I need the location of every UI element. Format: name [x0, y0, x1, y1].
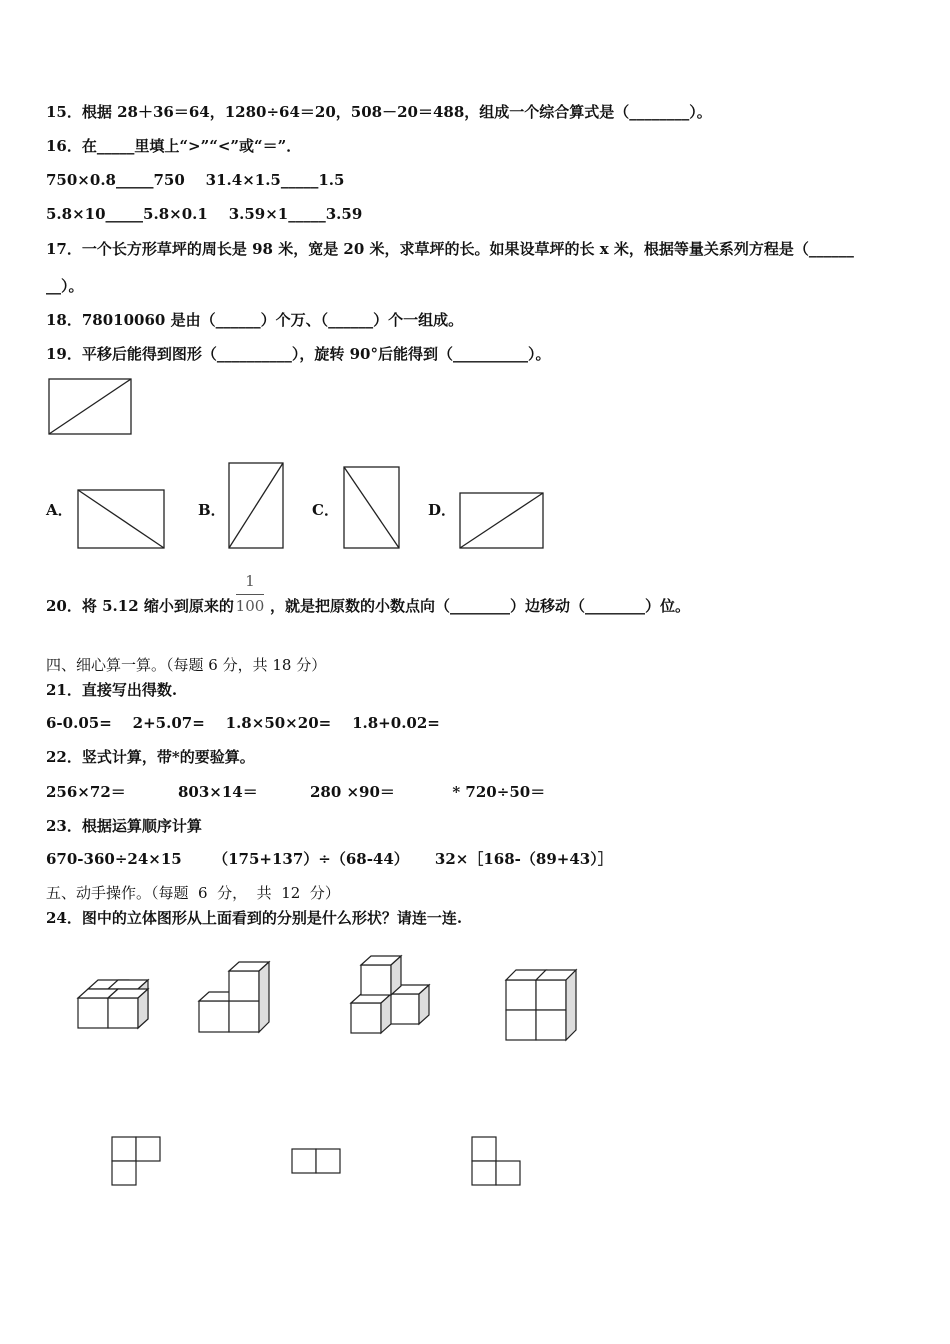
solid-figure-2[interactable] [197, 960, 277, 1040]
option-b-label: B． [198, 501, 226, 519]
question-20-before: 20．将 5.12 缩小到原来的 [46, 597, 234, 615]
solid-figure-1[interactable] [76, 976, 156, 1036]
question-16-row-2: 5.8×10_____5.8×0.1 3.59×1_____3.59 [46, 205, 363, 223]
top-view-1[interactable] [111, 1136, 163, 1188]
question-18: 18．78010060 是由（______）个万、（______）个一组成。 [46, 311, 464, 329]
question-23: 23．根据运算顺序计算 [46, 817, 202, 835]
section-5-title: 五、动手操作。（每题 6 分， 共 12 分） [46, 884, 340, 902]
section-4-title: 四、细心算一算。（每题 6 分，共 18 分） [46, 656, 327, 674]
fraction-bar [236, 594, 264, 595]
question-21: 21．直接写出得数. [46, 681, 178, 699]
question-17-line-1: 17．一个长方形草坪的周长是 98 米，宽是 20 米，求草坪的长。如果设草坪的长 x 米，根据等量关系列方程是（______ [46, 240, 854, 258]
q19-reference-figure [48, 378, 134, 436]
option-d-label: D． [428, 501, 457, 519]
question-16-row-1: 750×0.8_____750 31.4×1.5_____1.5 [46, 171, 345, 189]
question-22-row: 256×72＝ 803×14＝ 280 ×90＝ * 720÷50＝ [46, 783, 546, 801]
top-view-3[interactable] [471, 1136, 523, 1188]
fraction-numerator: 1 [245, 572, 255, 590]
question-19: 19．平移后能得到图形（__________），旋转 90°后能得到（__________）。 [46, 345, 551, 363]
question-16: 16．在_____里填上“>”“<”或“＝”． [46, 137, 302, 155]
option-b-figure[interactable] [228, 462, 286, 551]
option-a-label: A． [46, 501, 73, 519]
solid-figure-4[interactable] [504, 968, 580, 1044]
question-17-line-2: __）。 [46, 277, 84, 295]
top-view-2[interactable] [291, 1148, 343, 1176]
question-22: 22．竖式计算，带*的要验算。 [46, 748, 255, 766]
option-c-label: C． [312, 501, 339, 519]
option-c-figure[interactable] [343, 466, 401, 551]
solid-figure-3[interactable] [349, 954, 434, 1036]
question-21-row: 6-0.05= 2+5.07= 1.8×50×20= 1.8+0.02= [46, 714, 440, 732]
question-24: 24．图中的立体图形从上面看到的分别是什么形状？请连一连. [46, 909, 463, 927]
question-20-after: ，就是把原数的小数点向（________）边移动（________）位。 [270, 597, 691, 615]
question-15: 15．根据 28＋36＝64，1280÷64＝20，508－20＝488，组成一个综合算式是（________）。 [46, 103, 712, 121]
option-d-figure[interactable] [459, 492, 545, 551]
fraction-denominator: 100 [235, 597, 265, 615]
option-a-figure[interactable] [77, 489, 167, 550]
question-23-row: 670-360÷24×15 （175+137）÷（68-44） 32×［168-（89+43）］ [46, 850, 613, 868]
